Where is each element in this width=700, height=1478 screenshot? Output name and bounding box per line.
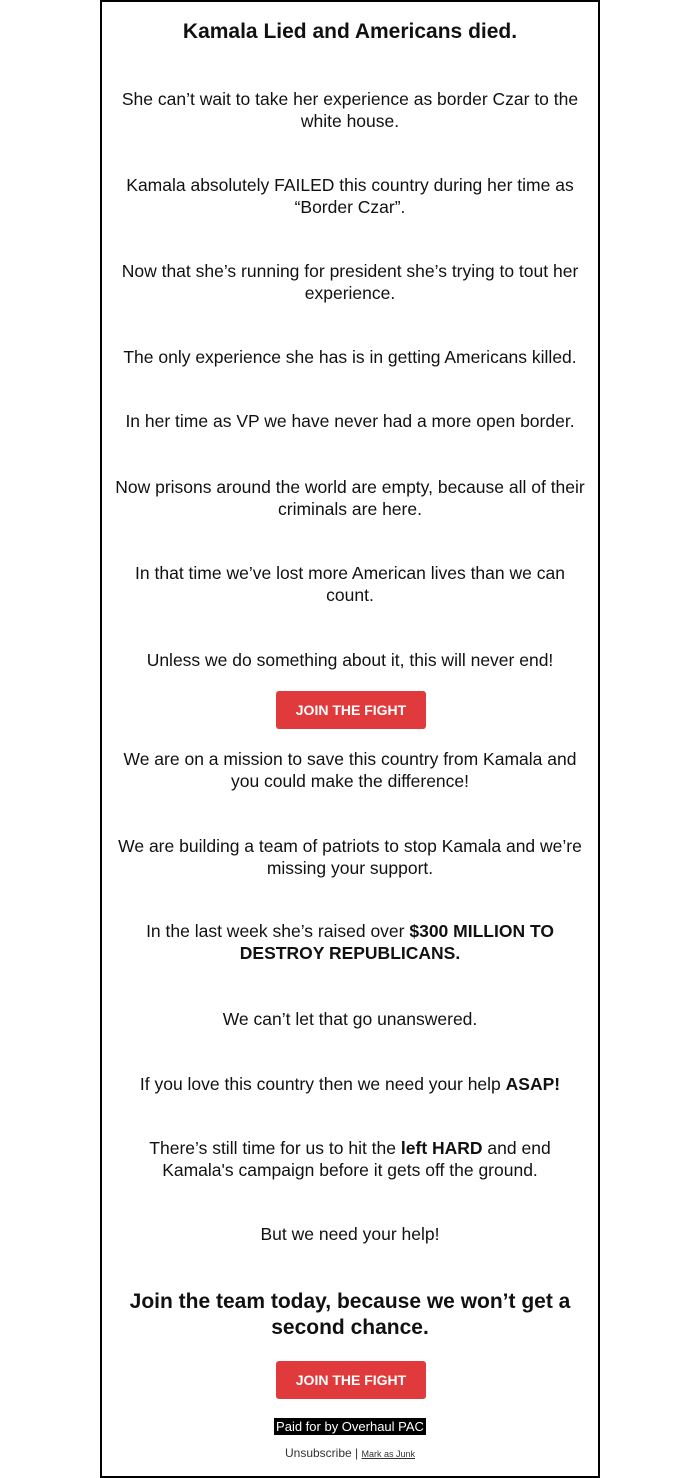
paragraph-raised-money: [102, 920, 598, 964]
paragraph-prisons: Now prisons around the world are empty, because all of their criminals are here.: [115, 477, 585, 519]
paragraph-raised-money-text: In the last week she’s raised over: [146, 921, 410, 941]
paragraph-need-your-help: But we need your help!: [260, 1224, 440, 1244]
footer-separator: |: [351, 1446, 362, 1460]
paragraph-team-of-patriots: We are building a team of patriots to stop Kamala and we’re missing your support.: [118, 836, 582, 878]
paragraph-only-experience: The only experience she has is in getting Americans killed.: [123, 347, 577, 367]
footer-links: [102, 1445, 598, 1462]
paragraph-hit-left-hard: [102, 1137, 598, 1181]
paragraph-need-help: [102, 1073, 598, 1095]
closing-headline: Join the team today, because we won’t get a second chance.: [129, 1290, 571, 1339]
paragraph-tout-experience: Now that she’s running for president she’s trying to tout her experience.: [121, 261, 579, 303]
paragraph-hit-left-hard-end: and end Kamala's campaign before it gets off the ground.: [162, 1138, 551, 1180]
paragraph-mission: We are on a mission to save this country from Kamala and you could make the difference!: [123, 749, 577, 791]
paragraph-open-border: In her time as VP we have never had a more open border.: [125, 411, 575, 431]
paragraph-need-help-bold: ASAP!: [505, 1074, 561, 1094]
paragraph-need-help-text: If you love this country then we need your help: [139, 1074, 506, 1094]
join-the-fight-button-bottom[interactable]: JOIN THE FIGHT: [276, 1361, 426, 1399]
email-container: [100, 0, 600, 1478]
paragraph-hit-left-hard-text: There’s still time for us to hit the: [149, 1138, 401, 1158]
paragraph-border-czar: She can’t wait to take her experience as border Czar to the white house.: [121, 89, 579, 131]
paragraph-lives-lost: In that time we’ve lost more American lives than we can count.: [135, 563, 565, 605]
join-the-fight-button[interactable]: JOIN THE FIGHT: [276, 691, 426, 729]
paragraph-hit-left-hard-bold: left HARD: [400, 1138, 483, 1158]
paragraph-never-end: Unless we do something about it, this will never end!: [146, 650, 554, 670]
headline: Kamala Lied and Americans died.: [182, 20, 518, 43]
paid-for-disclaimer: [102, 1418, 598, 1436]
paragraph-unanswered: We can’t let that go unanswered.: [222, 1009, 478, 1029]
paragraph-raised-money-bold: $300 MILLION TO DESTROY REPUBLICANS.: [239, 921, 554, 963]
paragraph-failed: Kamala absolutely FAILED this country during her time as “Border Czar”.: [126, 175, 574, 217]
mark-as-junk-link[interactable]: Mark as Junk: [361, 1449, 416, 1459]
paid-for-text: Paid for by Overhaul PAC: [276, 1419, 424, 1434]
unsubscribe-link[interactable]: Unsubscribe: [284, 1446, 352, 1460]
